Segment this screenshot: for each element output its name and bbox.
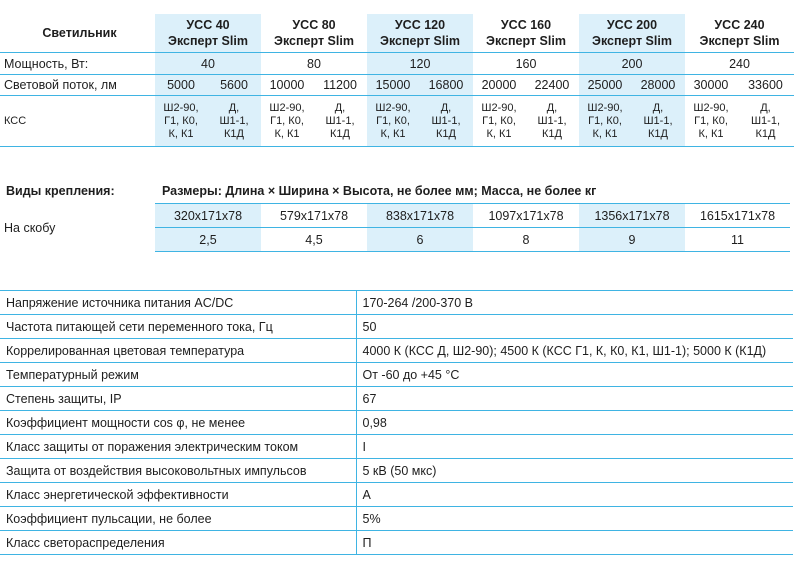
model-header-40: УСС 40 Эксперт Slim bbox=[155, 14, 261, 53]
mass-value: 4,5 bbox=[261, 228, 367, 252]
dimension-value: 1097x171x78 bbox=[473, 204, 579, 228]
power-value: 200 bbox=[579, 53, 685, 75]
spec-value: 4000 К (КСС Д, Ш2-90); 4500 К (КСС Г1, К, К0, К1, Ш1-1); 5000 К (К1Д) bbox=[356, 339, 793, 363]
spec-key: Температурный режим bbox=[0, 363, 356, 387]
kss-right: Д, Ш1-1, К1Д bbox=[737, 96, 794, 147]
spec-key: Защита от воздействия высоковольтных импульсов bbox=[0, 459, 356, 483]
flux-value: 15000 bbox=[367, 75, 419, 96]
kss-right: Д, Ш1-1, К1Д bbox=[313, 96, 367, 147]
bracket-label: На скобу bbox=[4, 220, 56, 235]
luminaire-label: Светильник bbox=[42, 26, 117, 40]
spec-row bbox=[0, 363, 793, 387]
dimension-value: 579x171x78 bbox=[261, 204, 367, 228]
mass-value: 2,5 bbox=[155, 228, 261, 252]
spec-key: Степень защиты, IP bbox=[0, 387, 356, 411]
power-value: 80 bbox=[261, 53, 367, 75]
flux-value: 20000 bbox=[473, 75, 525, 96]
spec-value: 170-264 /200-370 В bbox=[356, 291, 793, 315]
kss-left: Ш2-90, Г1, К0, К, К1 bbox=[473, 96, 525, 147]
mass-value: 9 bbox=[579, 228, 685, 252]
flux-value: 5000 bbox=[155, 75, 207, 96]
mass-value: 8 bbox=[473, 228, 579, 252]
flux-value: 22400 bbox=[525, 75, 579, 96]
flux-value: 11200 bbox=[313, 75, 367, 96]
flux-value: 16800 bbox=[419, 75, 473, 96]
spec-value: П bbox=[356, 531, 793, 555]
model-header-80: УСС 80 Эксперт Slim bbox=[274, 18, 354, 48]
spec-row bbox=[0, 411, 793, 435]
spec-key: Коэффициент мощности cos φ, не менее bbox=[0, 411, 356, 435]
dimensions-row bbox=[0, 204, 790, 228]
kss-left: Ш2-90, Г1, К0, К, К1 bbox=[685, 96, 737, 147]
luminaire-table bbox=[0, 14, 794, 147]
kss-left: Ш2-90, Г1, К0, К, К1 bbox=[579, 96, 631, 147]
spec-row bbox=[0, 291, 793, 315]
power-row bbox=[0, 53, 794, 75]
spec-key: Класс защиты от поражения электрическим током bbox=[0, 435, 356, 459]
model-header-120: УСС 120 Эксперт Slim bbox=[367, 14, 473, 53]
power-value: 160 bbox=[473, 53, 579, 75]
power-value: 120 bbox=[367, 53, 473, 75]
spec-value: 67 bbox=[356, 387, 793, 411]
kss-right: Д, Ш1-1, К1Д bbox=[631, 96, 685, 147]
kss-right: Д, Ш1-1, К1Д bbox=[525, 96, 579, 147]
spec-value: 5% bbox=[356, 507, 793, 531]
mounting-table bbox=[0, 203, 790, 252]
spec-key: Класс светораспределения bbox=[0, 531, 356, 555]
mounting-title: Виды крепления: bbox=[6, 184, 115, 198]
specs-table bbox=[0, 290, 793, 555]
kss-row bbox=[0, 96, 794, 147]
spec-key: Коэффициент пульсации, не более bbox=[0, 507, 356, 531]
spec-value: 50 bbox=[356, 315, 793, 339]
mass-value: 11 bbox=[685, 228, 790, 252]
power-label: Мощность, Вт: bbox=[0, 53, 155, 75]
flux-value: 28000 bbox=[631, 75, 685, 96]
flux-value: 10000 bbox=[261, 75, 313, 96]
flux-row bbox=[0, 75, 794, 96]
kss-left: Ш2-90, Г1, К0, К, К1 bbox=[155, 96, 207, 147]
spec-value: I bbox=[356, 435, 793, 459]
spec-row bbox=[0, 315, 793, 339]
dimension-value: 1615x171x78 bbox=[685, 204, 790, 228]
spec-row bbox=[0, 435, 793, 459]
spec-row bbox=[0, 387, 793, 411]
spec-row bbox=[0, 459, 793, 483]
kss-right: Д, Ш1-1, К1Д bbox=[419, 96, 473, 147]
mass-value: 6 bbox=[367, 228, 473, 252]
spec-row bbox=[0, 339, 793, 363]
spec-row bbox=[0, 531, 793, 555]
kss-right: Д, Ш1-1, К1Д bbox=[207, 96, 261, 147]
spec-value: 0,98 bbox=[356, 411, 793, 435]
model-header-160: УСС 160 Эксперт Slim bbox=[486, 18, 566, 48]
header-row bbox=[0, 14, 794, 53]
spec-value: От -60 до +45 °С bbox=[356, 363, 793, 387]
dimensions-title: Размеры: Длина × Ширина × Высота, не более мм; Масса, не более кг bbox=[162, 184, 597, 198]
spec-key: Класс энергетической эффективности bbox=[0, 483, 356, 507]
power-value: 40 bbox=[155, 53, 261, 75]
flux-value: 33600 bbox=[737, 75, 794, 96]
spec-value: A bbox=[356, 483, 793, 507]
flux-value: 25000 bbox=[579, 75, 631, 96]
flux-value: 30000 bbox=[685, 75, 737, 96]
spec-key: Напряжение источника питания AC/DC bbox=[0, 291, 356, 315]
flux-label: Световой поток, лм bbox=[0, 75, 155, 96]
spec-value: 5 кВ (50 мкс) bbox=[356, 459, 793, 483]
model-header-240: УСС 240 Эксперт Slim bbox=[699, 18, 780, 48]
kss-left: Ш2-90, Г1, К0, К, К1 bbox=[261, 96, 313, 147]
spec-row bbox=[0, 483, 793, 507]
spec-row bbox=[0, 507, 793, 531]
kss-label: КСС bbox=[0, 96, 155, 147]
dimension-value: 1356x171x78 bbox=[579, 204, 685, 228]
model-header-200: УСС 200 Эксперт Slim bbox=[579, 14, 685, 53]
kss-left: Ш2-90, Г1, К0, К, К1 bbox=[367, 96, 419, 147]
power-value: 240 bbox=[685, 53, 794, 75]
dimension-value: 838x171x78 bbox=[367, 204, 473, 228]
flux-value: 5600 bbox=[207, 75, 261, 96]
spec-key: Коррелированная цветовая температура bbox=[0, 339, 356, 363]
dimension-value: 320x171x78 bbox=[155, 204, 261, 228]
spec-key: Частота питающей сети переменного тока, Гц bbox=[0, 315, 356, 339]
